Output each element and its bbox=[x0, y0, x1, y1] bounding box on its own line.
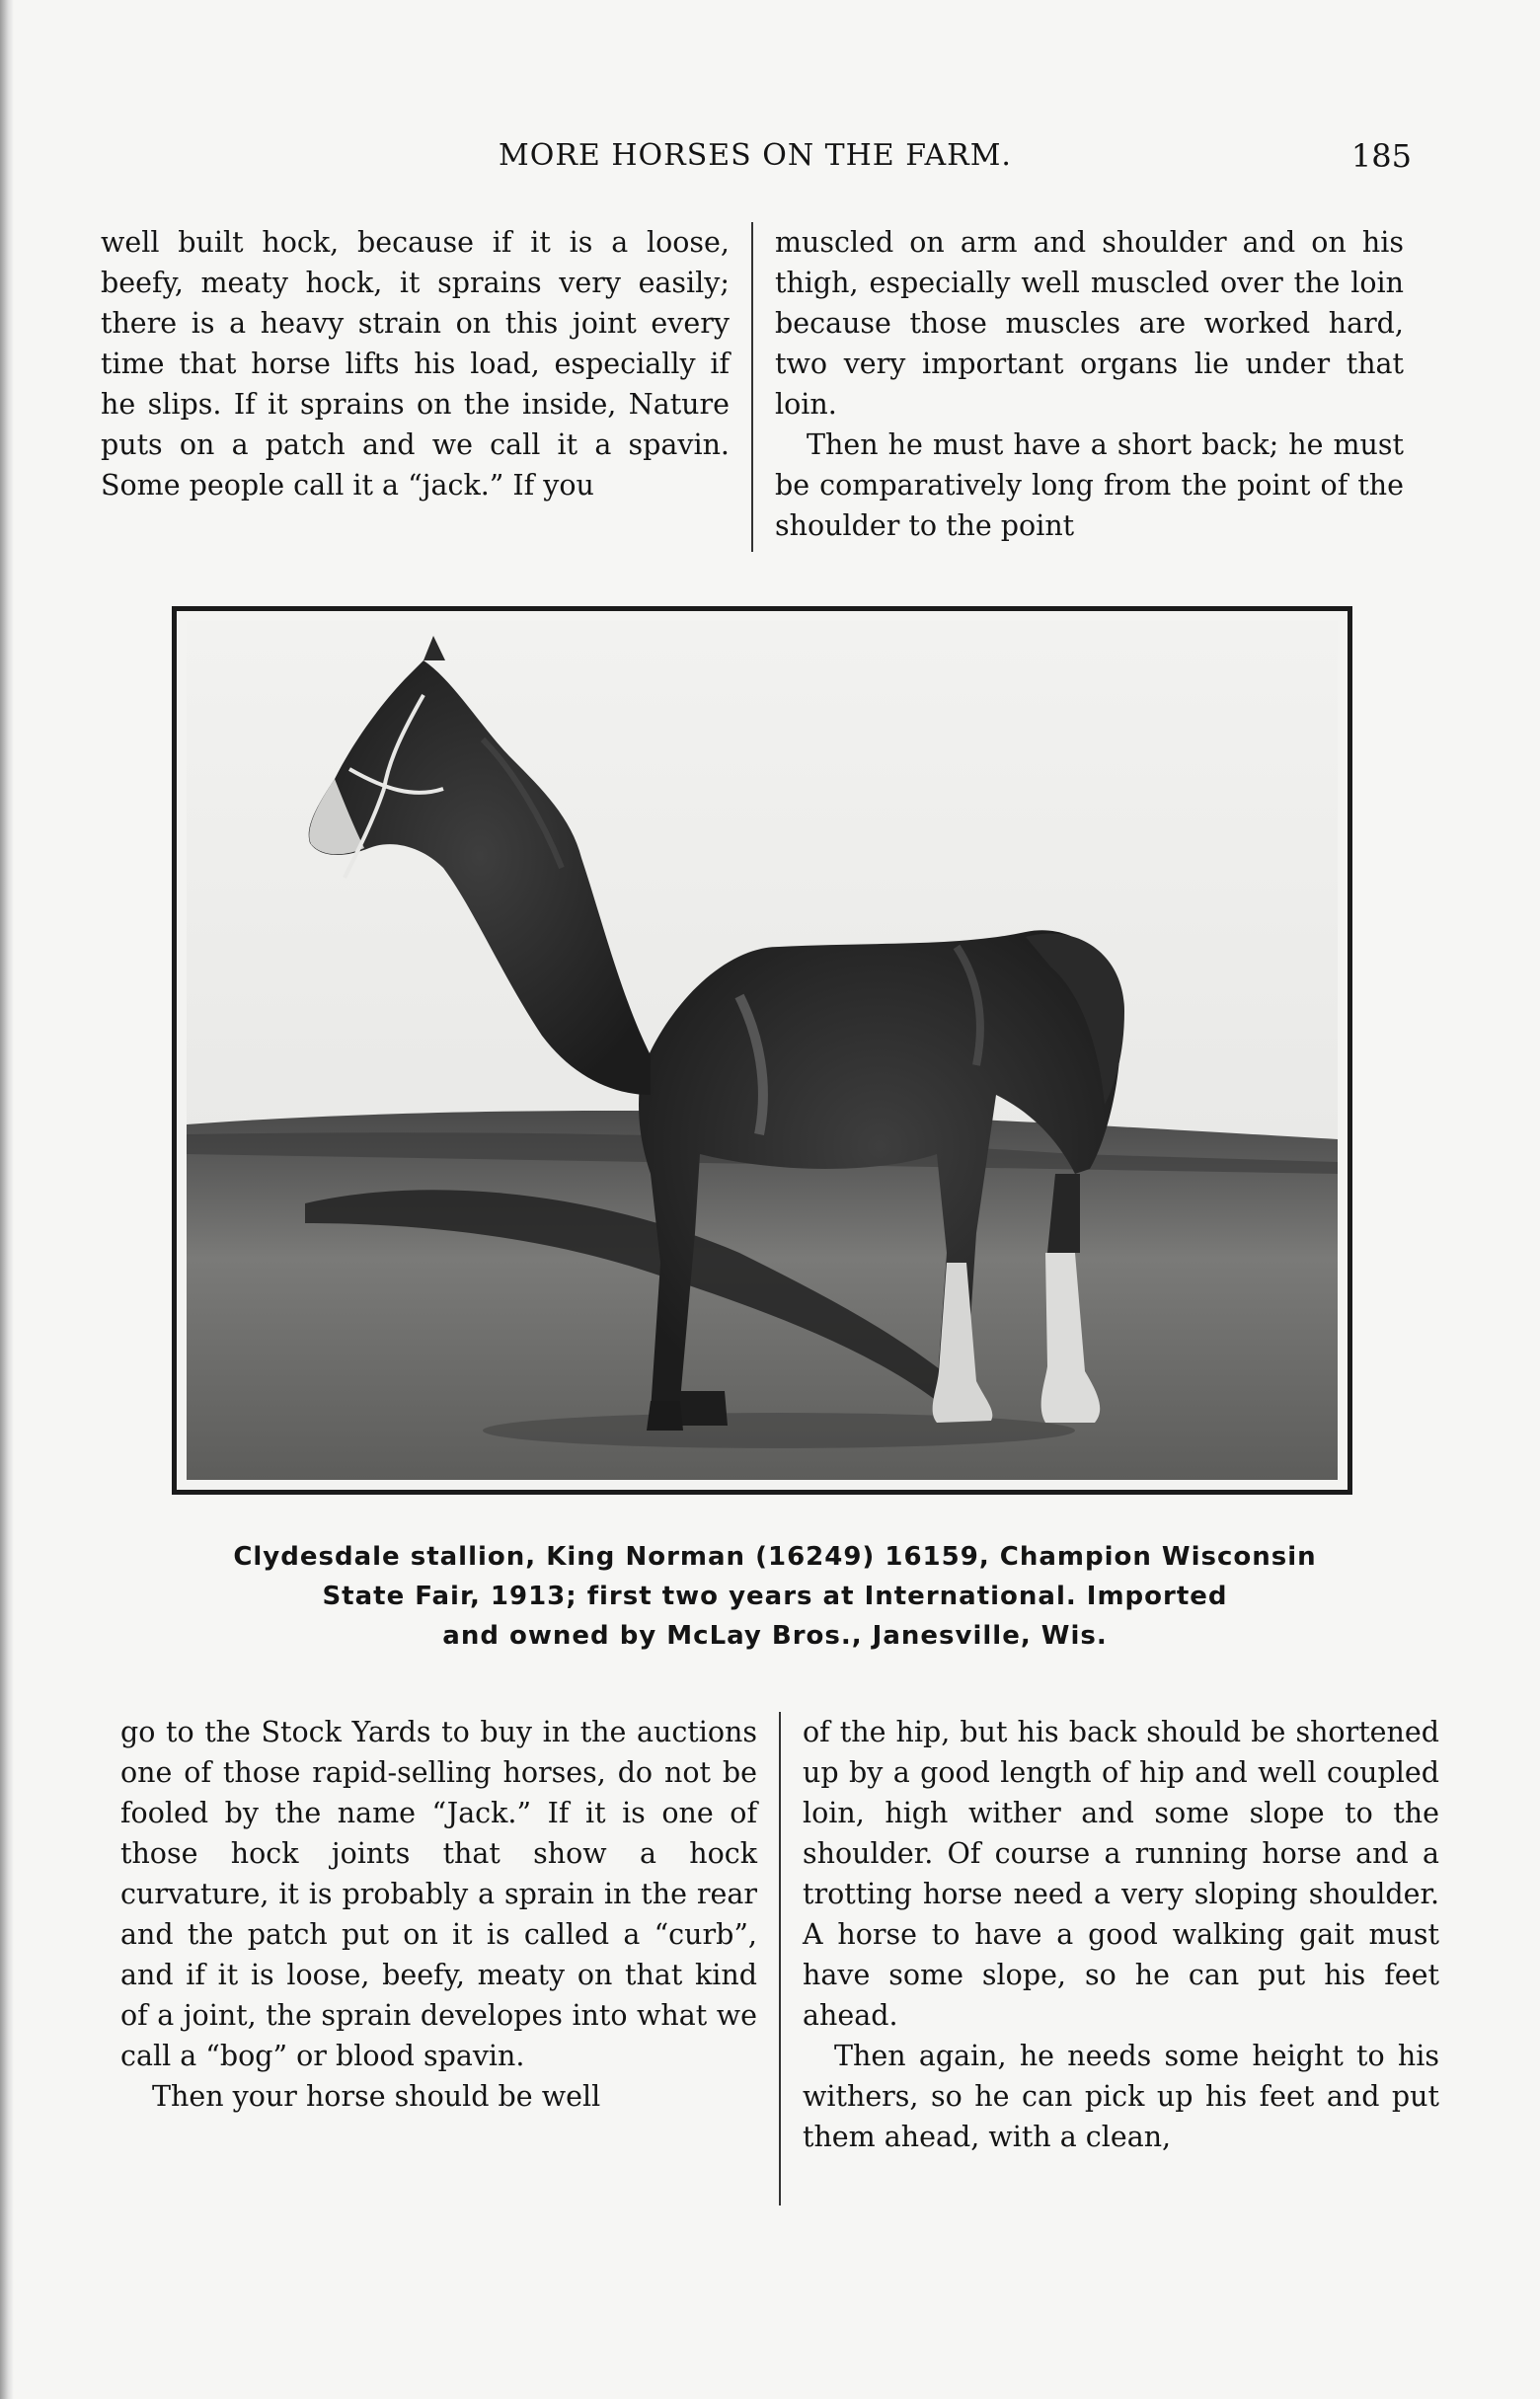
figure-caption bbox=[138, 1537, 1412, 1656]
paragraph: Then he must have a short back; he must be comparatively long from the point of the shoulder to the point bbox=[775, 428, 1404, 542]
page-number: 185 bbox=[1350, 137, 1412, 175]
paragraph: go to the Stock Yards to buy in the auctions one of those rapid-selling horses, do not be fooled by the name “Jack.” If it is one of those hock joints that show a hock curvature, it is probably a sprain in the rear and the patch put on it is called a “curb”, and if it is loose, beefy, meaty on that kind of a joint, the sprain developes into what we call a “bog” or blood spavin. bbox=[120, 1716, 757, 2072]
paragraph: muscled on arm and shoulder and on his thigh, especially well muscled over the loin because those muscles are worked hard, two very important organs lie under that loin. bbox=[775, 226, 1404, 421]
caption-line: and owned by McLay Bros., Janesville, Wis. bbox=[442, 1621, 1108, 1651]
caption-line: Clydesdale stallion, King Norman (16249) 16159, Champion Wisconsin bbox=[233, 1542, 1317, 1572]
top-right-column bbox=[775, 222, 1404, 552]
horse-photo bbox=[172, 606, 1352, 1495]
bottom-left-column bbox=[120, 1712, 757, 2206]
running-header bbox=[99, 136, 1412, 176]
column-divider bbox=[779, 1712, 781, 2206]
paragraph: of the hip, but his back should be shortened up by a good length of hip and well coupled loin, high wither and some slope to the shoulder. Of course a running horse and a trotting horse need a very sloping shoulder. A horse to have a good walking gait must have some slope, so he can put his feet ahead. bbox=[803, 1716, 1439, 2032]
paragraph: Then your horse should be well bbox=[152, 2080, 601, 2113]
running-title: MORE HORSES ON THE FARM. bbox=[499, 138, 1012, 173]
page-edge-shadow bbox=[0, 0, 14, 2399]
top-text-columns bbox=[101, 222, 1410, 552]
horse-photo-image bbox=[187, 621, 1338, 1480]
bottom-right-column bbox=[803, 1712, 1439, 2206]
bottom-text-columns bbox=[120, 1712, 1439, 2206]
paragraph: Then again, he needs some height to his withers, so he can pick up his feet and put them ahead, with a clean, bbox=[803, 2040, 1439, 2153]
top-left-column bbox=[101, 222, 730, 552]
caption-line: State Fair, 1913; first two years at International. Imported bbox=[322, 1582, 1228, 1611]
column-divider bbox=[751, 222, 753, 552]
paragraph: well built hock, because if it is a loose, beefy, meaty hock, it sprains very easily; there is a heavy strain on this joint every time that horse lifts his load, especially if he slips. If it sprains on the inside, Nature puts on a patch and we call it a spavin. Some people call it a “jack.” If you bbox=[101, 226, 730, 502]
